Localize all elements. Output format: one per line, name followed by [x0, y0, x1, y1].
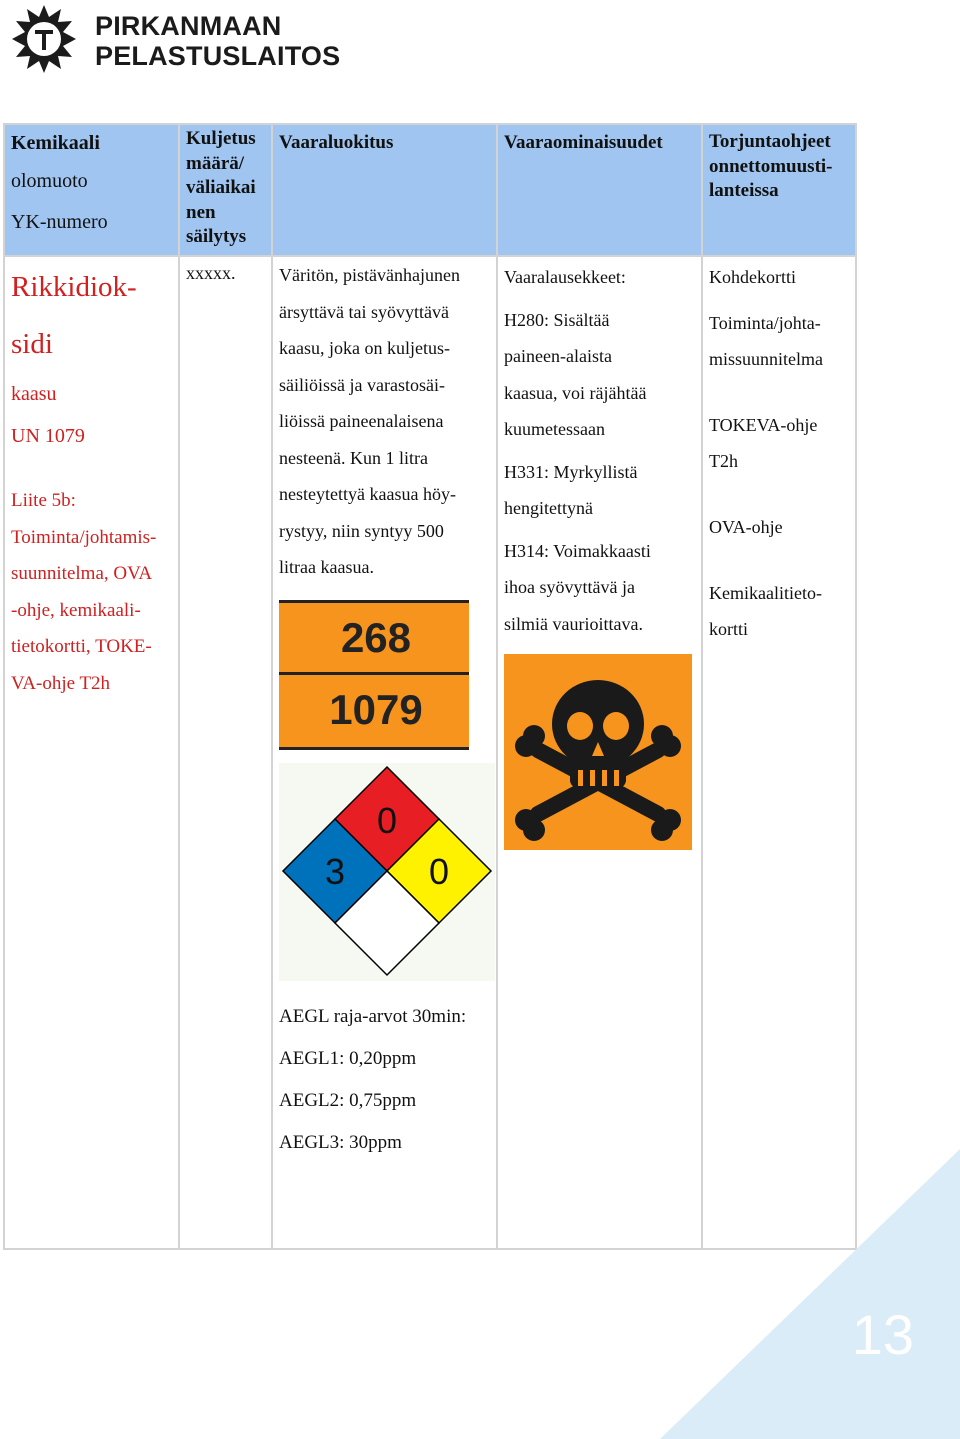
page-corner-decoration [660, 1149, 960, 1439]
appendix-line: Toiminta/johtamis- [11, 526, 157, 548]
header-response: Torjuntaohjeet onnettomuusti- lanteissa [702, 124, 856, 256]
skull-crossbones-icon [504, 654, 692, 850]
header-classification: Vaaraluokitus [272, 124, 497, 256]
page-number: 13 [851, 1303, 914, 1366]
chemical-cell [4, 256, 179, 1249]
header-transport: Kuljetus määrä/ väliaikai nen säilytys [179, 124, 272, 256]
classification-cell [272, 256, 497, 1249]
nfpa-diamond [279, 763, 495, 981]
amount-value: xxxxx. [186, 263, 236, 283]
aegl-line: AEGL1: 0,20ppm [279, 1047, 417, 1069]
un-number: UN 1079 [11, 425, 85, 447]
amount-cell [179, 256, 272, 1249]
aegl-line: AEGL3: 30ppm [279, 1131, 402, 1153]
response-line: Toiminta/johta- [709, 313, 821, 333]
org-name-line2: PELASTUSLAITOS [95, 41, 341, 71]
appendix-line: -ohje, kemikaali- [11, 599, 141, 621]
aegl-title: AEGL raja-arvot 30min: [279, 1005, 467, 1027]
appendix-line: tietokortti, TOKE- [11, 636, 152, 657]
table-header-row [4, 124, 856, 256]
aegl-line: AEGL2: 0,75ppm [279, 1089, 417, 1111]
chemical-table [3, 123, 857, 1250]
chemical-name-cont: sidi [11, 328, 53, 360]
response-cell [702, 256, 856, 1249]
response-line: kortti [709, 619, 748, 639]
response-line: Kohdekortti [709, 267, 796, 287]
org-name [95, 11, 340, 71]
table-row [4, 256, 856, 1249]
chemical-name: Rikkidiok- [11, 271, 137, 303]
response-line: OVA-ohje [709, 517, 783, 537]
response-line: Kemikaalitieto- [709, 583, 822, 603]
chemical-state: kaasu [11, 383, 57, 405]
response-line: TOKEVA-ohje [709, 415, 818, 435]
nfpa-flammability: 0 [376, 799, 398, 841]
aegl-values [279, 996, 490, 1164]
response-line: missuunnitelma [709, 349, 823, 369]
nfpa-reactivity: 0 [428, 850, 450, 892]
hazard-statements: Vaaralausekkeet: H280: Sisältää paineen-alaista kaasua, voi räjähtää kuumetessaan H331: Myrkyllistä hengitettynä H314: Voimakkaasti ihoa syövyttävä ja silmiä vaurioittava. [504, 259, 695, 642]
response-line: T2h [709, 451, 738, 471]
hazard-id-number: 268 [340, 613, 412, 661]
un-id-number: 1079 [329, 685, 423, 733]
appendix-line: suunnitelma, OVA [11, 563, 153, 584]
properties-cell [497, 256, 702, 1249]
org-name-line1: PIRKANMAAN [95, 11, 282, 41]
header-properties: Vaaraominaisuudet [497, 124, 702, 256]
fire-rescue-emblem-icon [8, 3, 80, 75]
org-logo [8, 3, 341, 73]
classification-text: Väritön, pistävänhajunen ärsyttävä tai syövyttävä kaasu, joka on kuljetus- säiliöissä ja varastosäi- liöissä paineenalaisena nesteenä. Kun 1 litra nesteytettyä kaasua höy- rystyy, niin syntyy 500 litraa kaasua. [279, 265, 460, 577]
nfpa-health: 3 [324, 850, 346, 892]
response-guides [709, 259, 849, 647]
hazards-title: Vaaralausekkeet: [504, 267, 626, 287]
header-chemical: Kemikaali olomuoto YK-numero [4, 124, 179, 256]
appendix-line: VA-ohje T2h [11, 672, 111, 694]
un-hazard-plate [279, 600, 469, 750]
appendix-line: Liite 5b: [11, 490, 76, 511]
